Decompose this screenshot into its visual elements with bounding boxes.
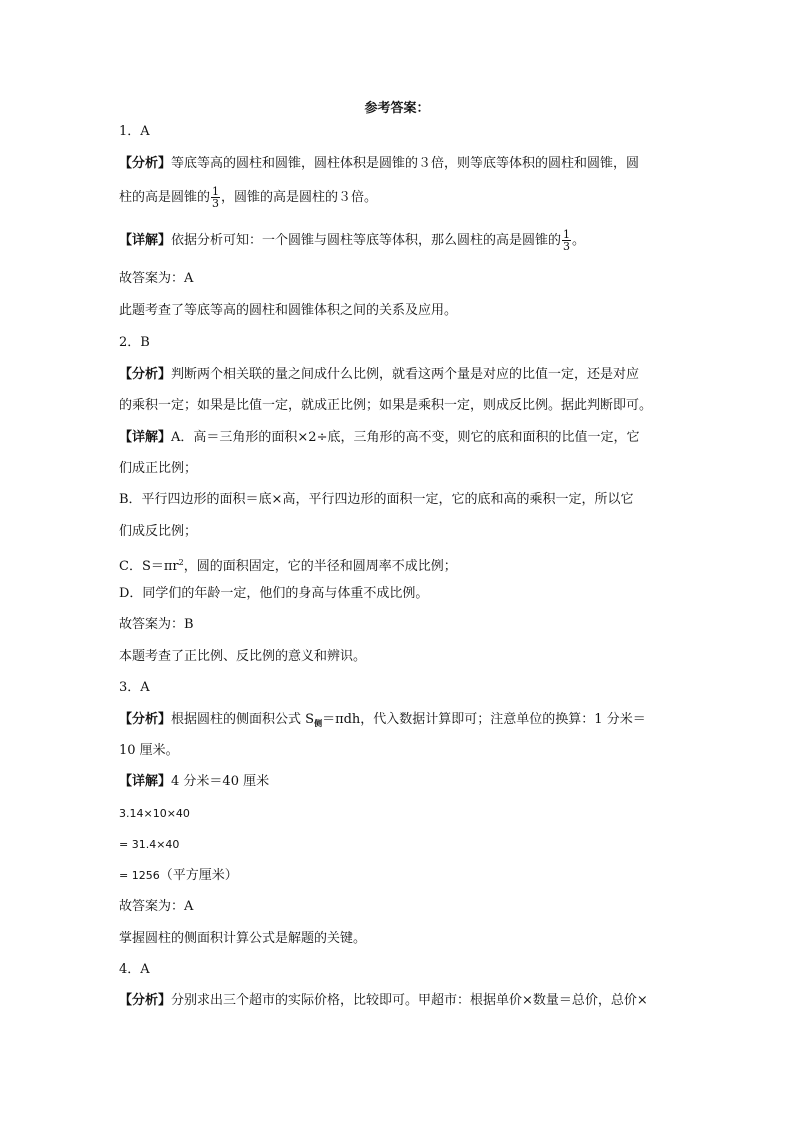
- q2-option-c-line: [119, 554, 457, 576]
- q4-analysis-text1: 分别求出三个超市的实际价格，比较即可。甲超市：根据单价×数量＝总价，总价×: [171, 993, 648, 1008]
- q1-analysis-line1: [119, 155, 639, 173]
- q2-analysis-line1: [119, 366, 639, 384]
- analysis-tag: 【分析】: [119, 712, 172, 727]
- page-title: 参考答案：: [364, 101, 430, 116]
- q1-final-answer: 故答案为：A: [119, 271, 194, 286]
- q2-answer-number: 2．B: [119, 335, 150, 350]
- q3-calc-unit: （平方厘米）: [159, 868, 238, 883]
- q3-final-answer: 故答案为：A: [119, 899, 194, 914]
- q1-note: 此题考查了等底等高的圆柱和圆锥体积之间的关系及应用。: [119, 303, 458, 318]
- fraction-denominator: 3: [563, 240, 571, 253]
- q3-calc-step3: [119, 867, 238, 885]
- q1-analysis-text2-pre: 柱的高是圆锥的: [119, 190, 211, 205]
- q1-detail-line: [119, 229, 585, 252]
- q3-answer-number: 3．A: [119, 680, 150, 695]
- q2-option-b-line2: 们成反比例；: [119, 524, 198, 539]
- q3-detail-text: 4 分米＝40 厘米: [171, 774, 270, 789]
- fraction-numerator: 1: [563, 228, 571, 241]
- fraction-one-third: [562, 229, 571, 252]
- q2-detail-line1: [119, 429, 639, 447]
- q4-analysis-line1: [119, 992, 648, 1010]
- q3-calc-step1: 3.14×10×40: [119, 807, 190, 820]
- fraction-numerator: 1: [212, 185, 220, 198]
- superscript-two: 2: [178, 558, 184, 567]
- q1-detail-text-post: 。: [572, 233, 586, 248]
- q3-calc-step2: = 31.4×40: [119, 838, 180, 851]
- q2-analysis-text1: 判断两个相关联的量之间成什么比例，就看这两个量是对应的比值一定，还是对应: [171, 367, 640, 382]
- q2-final-answer: 故答案为：B: [119, 617, 194, 632]
- q1-detail-text-pre: 依据分析可知：一个圆锥与圆柱等底等体积，那么圆柱的高是圆锥的: [171, 233, 562, 248]
- q2-detail-text1: A．高＝三角形的面积×2÷底，三角形的高不变，则它的底和面积的比值一定，它: [171, 430, 640, 445]
- q3-analysis-text-post: ＝πdh，代入数据计算即可；注意单位的换算：1 分米＝: [322, 712, 646, 727]
- q2-option-c-post: ，圆的面积固定，它的半径和圆周率不成比例；: [183, 559, 457, 574]
- q3-analysis-text-pre: 根据圆柱的侧面积公式 S: [171, 712, 315, 727]
- fraction-one-third: [211, 186, 220, 209]
- analysis-tag: 【分析】: [119, 156, 172, 171]
- q1-answer-number: 1．A: [119, 124, 150, 139]
- q3-detail-line: [119, 773, 269, 791]
- subscript-side: 侧: [314, 718, 323, 728]
- detail-tag: 【详解】: [119, 430, 172, 445]
- q1-analysis-text1: 等底等高的圆柱和圆锥，圆柱体积是圆锥的３倍，则等底等体积的圆柱和圆锥，圆: [171, 156, 640, 171]
- q2-option-c-pre: C．S＝πr: [119, 559, 179, 574]
- q2-detail-line2: 们成正比例；: [119, 461, 198, 476]
- q2-note: 本题考查了正比例、反比例的意义和辨识。: [119, 649, 367, 664]
- q3-calc-result: = 1256: [119, 869, 160, 882]
- detail-tag: 【详解】: [119, 774, 172, 789]
- fraction-denominator: 3: [212, 197, 220, 210]
- q3-analysis-line1: [119, 711, 646, 732]
- q4-answer-number: 4．A: [119, 962, 150, 977]
- q1-analysis-text2-post: ，圆锥的高是圆柱的３倍。: [221, 190, 378, 205]
- q2-option-d-line: D．同学们的年龄一定，他们的身高与体重不成比例。: [119, 586, 429, 601]
- analysis-tag: 【分析】: [119, 993, 172, 1008]
- q3-note: 掌握圆柱的侧面积计算公式是解题的关键。: [119, 931, 367, 946]
- detail-tag: 【详解】: [119, 233, 172, 248]
- analysis-tag: 【分析】: [119, 367, 172, 382]
- q3-analysis-line2: 10 厘米。: [119, 743, 179, 758]
- q2-analysis-line2: 的乘积一定；如果是比值一定，就成正比例；如果是乘积一定，则成反比例。据此判断即可。: [119, 398, 653, 413]
- q1-analysis-line2: [119, 186, 377, 209]
- q2-option-b-line1: B．平行四边形的面积＝底×高，平行四边形的面积一定，它的底和高的乘积一定，所以它: [119, 492, 634, 507]
